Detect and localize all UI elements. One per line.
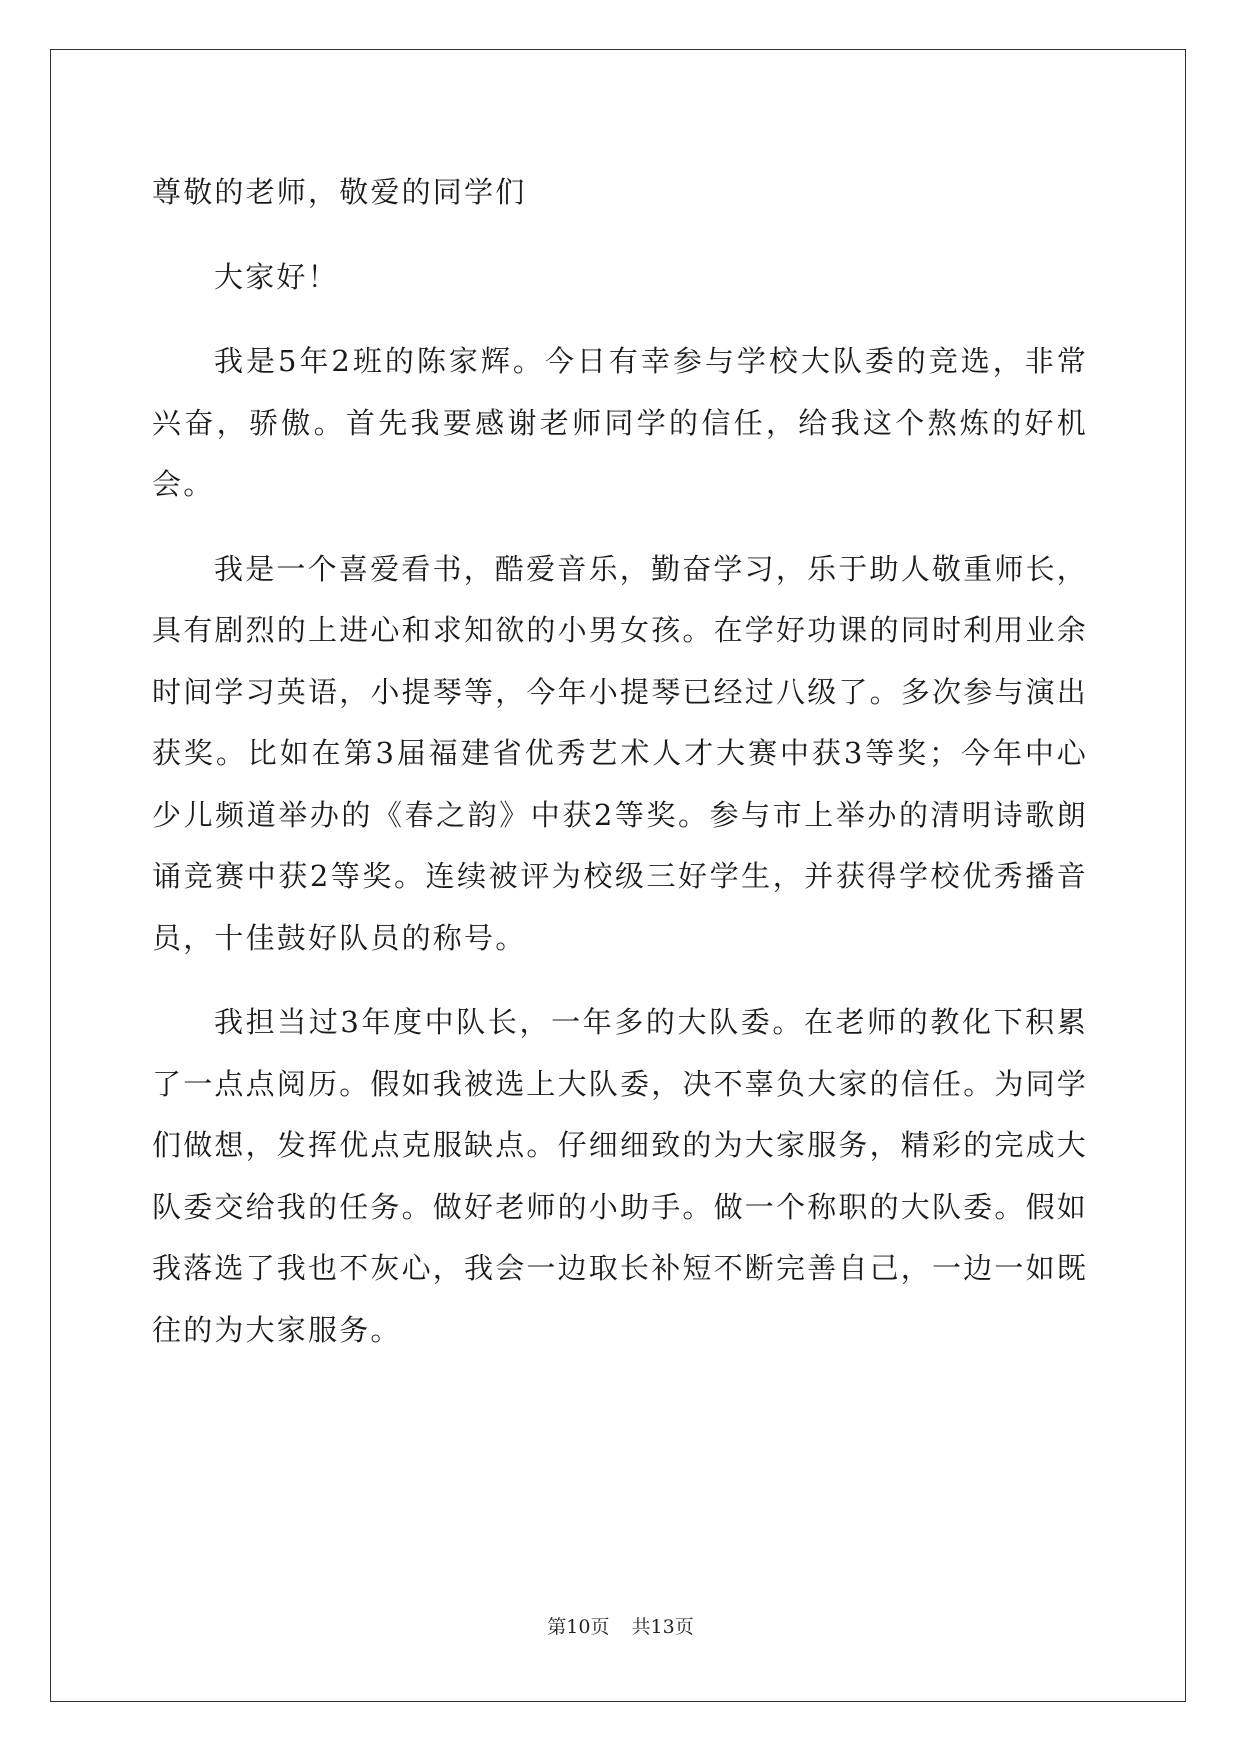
paragraph-intro: 我是5年2班的陈家辉。今日有幸参与学校大队委的竞选，非常兴奋，骄傲。首先我要感谢老师同学的信任，给我这个熬炼的好机会。	[152, 344, 1088, 501]
page-number-current: 第10页	[547, 1616, 610, 1638]
salutation: 尊敬的老师，敬爱的同学们	[152, 175, 527, 209]
document-body	[152, 162, 1088, 1384]
page-number-total: 共13页	[631, 1616, 694, 1638]
paragraph-achievements: 我是一个喜爱看书，酷爱音乐，勤奋学习，乐于助人敬重师长，具有剧烈的上进心和求知欲的小男女孩。在学好功课的同时利用业余时间学习英语，小提琴等，今年小提琴已经过八级了。多次参与演出获奖。比如在第3届福建省优秀艺术人才大赛中获3等奖；今年中心少儿频道举办的《春之韵》中获2等奖。参与市上举办的清明诗歌朗诵竞赛中获2等奖。连续被评为校级三好学生，并获得学校优秀播音员，十佳鼓好队员的称号。	[152, 551, 1089, 955]
page-footer	[0, 1612, 1241, 1639]
greeting: 大家好！	[214, 259, 339, 294]
paragraph-commitment: 我担当过3年度中队长，一年多的大队委。在老师的教化下积累了一点点阅历。假如我被选上大队委，决不辜负大家的信任。为同学们做想，发挥优点克服缺点。仔细细致的为大家服务，精彩的完成大队委交给我的任务。做好老师的小助手。做一个称职的大队委。假如我落选了我也不灰心，我会一边取长补短不断完善自己，一边一如既往的为大家服务。	[152, 1005, 1089, 1347]
